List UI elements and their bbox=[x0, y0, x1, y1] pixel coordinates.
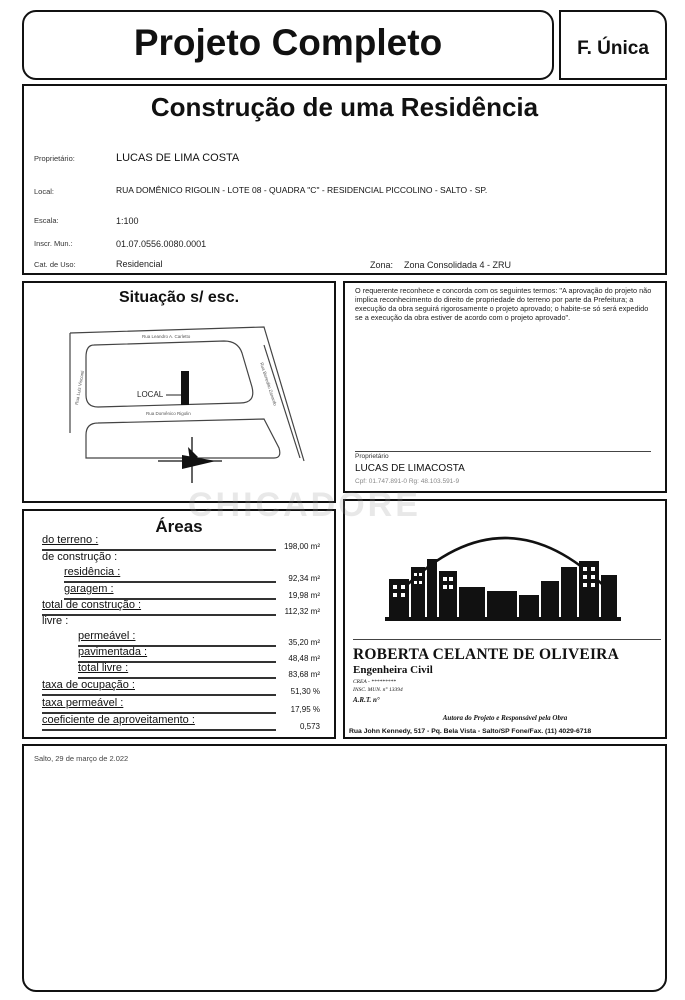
inscr-field-value: 01.07.0556.0080.0001 bbox=[116, 239, 207, 249]
local-label: LOCAL bbox=[137, 390, 164, 399]
inscr-field-label: Inscr. Mun.: bbox=[34, 239, 73, 248]
block-top-outline bbox=[86, 341, 253, 407]
notes-block bbox=[22, 744, 667, 992]
north-arrow-icon bbox=[158, 437, 222, 483]
category-field-label: Cat. de Uso: bbox=[34, 260, 76, 269]
owner-caption: Proprietário bbox=[355, 453, 389, 460]
area-line bbox=[42, 694, 276, 696]
engineer-name: ROBERTA CELANTE DE OLIVEIRA bbox=[353, 646, 619, 663]
street-edge-right bbox=[264, 345, 300, 458]
street-top-label: Rua Leandro A. Carletto bbox=[142, 334, 191, 339]
area-label: residência : bbox=[64, 566, 121, 578]
lot-marker bbox=[181, 371, 189, 405]
declaration-text: O requerente reconhece e concorda com os seguintes termos: "A aprovação do projeto não implica reconhecimento do direito de propriedade do terreno por parte da Prefeitura; a execução da obra seguirá rigorosamente o projeto aprovado; o habite-se só será expedido se a execução da obra estiver de acordo com o projeto aprovado". bbox=[355, 286, 652, 322]
area-row-construcao bbox=[24, 551, 334, 567]
sheet-label: F. Única bbox=[577, 38, 649, 59]
area-line bbox=[42, 729, 276, 731]
engineer-block bbox=[343, 499, 667, 739]
engineer-author-note: Autora do Projeto e Responsável pela Obra bbox=[442, 714, 568, 722]
area-row-livre bbox=[24, 615, 334, 631]
area-label: livre : bbox=[42, 615, 69, 627]
street-right-label: Rua Benedito Zanardo bbox=[259, 361, 278, 407]
situation-title: Situação s/ esc. bbox=[118, 289, 240, 306]
areas-block bbox=[22, 509, 336, 739]
area-value: 198,00 m² bbox=[283, 542, 320, 551]
main-title: Projeto Completo bbox=[133, 22, 443, 63]
area-row-total-livre bbox=[24, 662, 334, 678]
sheet-block bbox=[559, 10, 667, 80]
logo-buildings bbox=[389, 559, 617, 617]
area-row-pavimentada bbox=[24, 646, 334, 662]
area-label: taxa permeável : bbox=[42, 697, 124, 709]
engineer-divider bbox=[353, 639, 661, 640]
engineer-insc: INSC. MUN. n° 13394 bbox=[353, 687, 403, 693]
street-left-label: Rua Luiz Visconti bbox=[74, 370, 86, 406]
area-row-permeavel bbox=[24, 630, 334, 646]
area-row-total-construcao bbox=[24, 599, 334, 615]
engineer-role: Engenheira Civil bbox=[353, 664, 433, 676]
area-row-terreno bbox=[24, 534, 334, 550]
area-label: taxa de ocupação : bbox=[42, 679, 135, 691]
area-row-taxa-ocupacao bbox=[24, 679, 334, 695]
area-value: 17,95 % bbox=[290, 705, 320, 714]
scale-field-label: Escala: bbox=[34, 216, 59, 225]
owner-field-value: LUCAS DE LIMA COSTA bbox=[116, 152, 240, 164]
engineer-address: Rua John Kennedy, 517 - Pq. Bela Vista - Salto/SP Fone/Fax. (11) 4029-6718 bbox=[349, 728, 592, 735]
area-value: 92,34 m² bbox=[288, 574, 320, 583]
logo-ground-line bbox=[385, 617, 621, 621]
owner-field-label: Proprietário: bbox=[34, 154, 75, 163]
area-label: permeável : bbox=[78, 630, 136, 642]
zone-label: Zona: bbox=[370, 260, 394, 270]
block-bottom-outline bbox=[86, 419, 280, 458]
area-row-taxa-permeavel bbox=[24, 697, 334, 713]
area-label: de construção : bbox=[42, 551, 118, 563]
owner-name: LUCAS DE LIMACOSTA bbox=[355, 463, 465, 474]
area-label: do terreno : bbox=[42, 534, 99, 546]
watermark: CHICADORE bbox=[188, 486, 421, 524]
category-field-value: Residencial bbox=[116, 259, 163, 269]
signature-line bbox=[355, 451, 651, 452]
project-info-block bbox=[22, 84, 667, 275]
area-value: 83,68 m² bbox=[288, 670, 320, 679]
area-value: 19,98 m² bbox=[288, 591, 320, 600]
street-bottom-label: Rua Domênico Rigolin bbox=[146, 411, 191, 416]
declaration-block bbox=[343, 281, 667, 493]
area-label: coeficiente de aproveitamento : bbox=[42, 714, 195, 726]
area-value: 35,20 m² bbox=[288, 638, 320, 647]
area-row-garagem bbox=[24, 583, 334, 599]
area-label: total livre : bbox=[78, 662, 129, 674]
engineer-art: A.R.T. n° bbox=[353, 696, 380, 704]
area-label: garagem : bbox=[64, 583, 114, 595]
area-value: 0,573 bbox=[299, 722, 320, 731]
area-value: 51,30 % bbox=[290, 687, 320, 696]
situation-block bbox=[22, 281, 336, 503]
owner-document: Cpf: 01.747.891-0 Rg: 48.103.591-9 bbox=[355, 478, 460, 485]
scale-field-value: 1:100 bbox=[116, 216, 139, 226]
area-label: total de construção : bbox=[42, 599, 142, 611]
area-label: pavimentada : bbox=[78, 646, 148, 658]
title-block bbox=[22, 10, 554, 80]
local-field-value: RUA DOMÊNICO RIGOLIN - LOTE 08 - QUADRA "C" - RESIDENCIAL PICCOLINO - SALTO - SP. bbox=[116, 185, 488, 195]
engineer-crea: CREA - ********* bbox=[353, 679, 396, 685]
local-field-label: Local: bbox=[34, 187, 55, 196]
areas-title: Áreas bbox=[155, 517, 203, 536]
area-row-residencia bbox=[24, 566, 334, 582]
area-value: 112,32 m² bbox=[284, 607, 320, 616]
area-row-coeficiente bbox=[24, 714, 334, 730]
date-text: Salto, 29 de março de 2.022 bbox=[34, 754, 129, 763]
zone-value: Zona Consolidada 4 - ZRU bbox=[404, 260, 512, 270]
project-heading: Construção de uma Residência bbox=[150, 92, 539, 122]
area-value: 48,48 m² bbox=[288, 654, 320, 663]
situation-map bbox=[24, 283, 334, 501]
